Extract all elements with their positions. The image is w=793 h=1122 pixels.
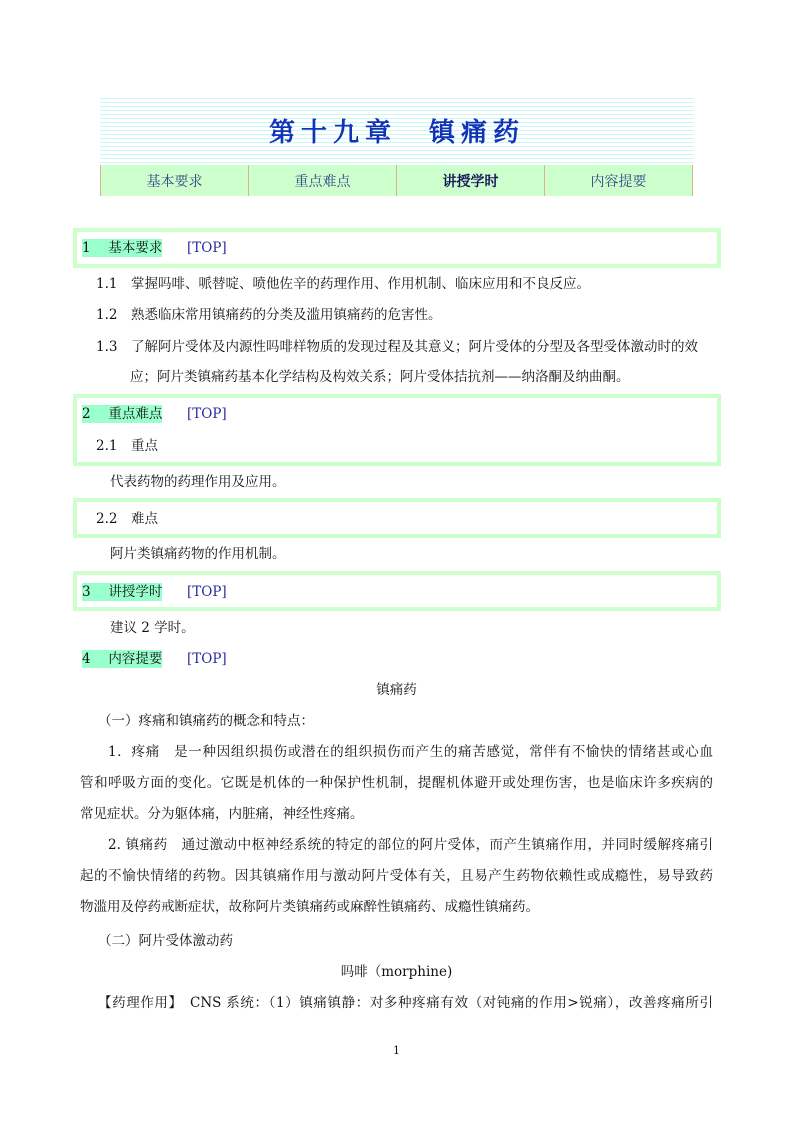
- section-title: 基本要求: [108, 240, 163, 256]
- section-number: 1: [82, 240, 91, 256]
- chapter-title: 第十九章 镇痛药: [268, 118, 525, 148]
- subsection-hard-box: [73, 498, 721, 538]
- requirement-item-continued: 应；阿片类镇痛药基本化学结构及构效关系；阿片受体拮抗剂——纳洛酮及纳曲酮。: [130, 369, 630, 385]
- paragraph-line: 1．疼痛 是一种因组织损伤或潜在的组织损伤而产生的痛苦感觉，常伴有不愉快的情绪甚或心血: [108, 744, 713, 760]
- nav-basic-requirements[interactable]: 基本要求: [101, 165, 249, 196]
- paragraph-line: 起的不愉快情绪的药物。因其镇痛作用与激动阿片受体有关，且易产生药物依赖性或成瘾性，易导致药: [80, 868, 713, 884]
- section-2-box: [73, 394, 721, 466]
- nav-key-points[interactable]: 重点难点: [249, 165, 397, 196]
- paragraph-line: 2. 镇痛药 通过激动中枢神经系统的特定的部位的阿片受体，而产生镇痛作用，并同时缓解疼痛引: [108, 837, 713, 853]
- top-link[interactable]: [TOP]: [187, 406, 227, 422]
- subsection-hard: 2.2 难点: [96, 511, 158, 527]
- top-link[interactable]: [TOP]: [187, 240, 227, 256]
- chapter-banner: [100, 98, 694, 164]
- page-number: 1: [393, 1044, 400, 1057]
- nav-content-summary[interactable]: 内容提要: [545, 165, 693, 196]
- section-4-heading: 4 内容提要: [82, 651, 163, 667]
- requirement-item: 1.1 掌握吗啡、哌替啶、喷他佐辛的药理作用、作用机制、临床应用和不良反应。: [96, 276, 590, 292]
- section-3-heading: 3 讲授学时: [82, 584, 163, 600]
- pharmacology-line: 【药理作用】 CNS 系统：（1）镇痛镇静：对多种疼痛有效（对钝痛的作用>锐痛），改善疼痛所引: [98, 995, 713, 1011]
- section-nav: [100, 165, 693, 196]
- section-1-heading: [82, 239, 162, 257]
- requirement-item: 1.3 了解阿片受体及内源性吗啡样物质的发现过程及其意义；阿片受体的分型及各型受体激动时的效: [96, 339, 698, 355]
- top-link[interactable]: [TOP]: [187, 584, 227, 600]
- requirement-item: 1.2 熟悉临床常用镇痛药的分类及滥用镇痛药的危害性。: [96, 307, 442, 323]
- paragraph-line: 管和呼吸方面的变化。它既是机体的一种保护性机制，提醒机体避开或处理伤害，也是临床许多疾病的: [80, 775, 713, 791]
- subheading-2: （二）阿片受体激动药: [98, 933, 233, 949]
- section-2-heading: 2 重点难点: [82, 406, 163, 422]
- section-1-box: [73, 228, 721, 268]
- subheading-1: （一）疼痛和镇痛药的概念和特点：: [98, 713, 314, 729]
- paragraph-line: 常见症状。分为躯体痛，内脏痛，神经性疼痛。: [80, 806, 364, 822]
- hours-text: 建议 2 学时。: [110, 620, 195, 636]
- content-heading: 镇痛药: [376, 682, 417, 698]
- subsection-key: 2.1 重点: [96, 438, 158, 454]
- nav-teaching-hours[interactable]: 讲授学时: [397, 165, 545, 196]
- top-link[interactable]: [TOP]: [187, 651, 227, 667]
- drug-heading: 吗啡（morphine): [340, 964, 453, 980]
- paragraph-line: 物滥用及停药戒断症状，故称阿片类镇痛药或麻醉性镇痛药、成瘾性镇痛药。: [80, 899, 539, 915]
- section-3-box: [73, 571, 721, 611]
- hard-text: 阿片类镇痛药物的作用机制。: [110, 546, 286, 562]
- key-text: 代表药物的药理作用及应用。: [110, 474, 286, 490]
